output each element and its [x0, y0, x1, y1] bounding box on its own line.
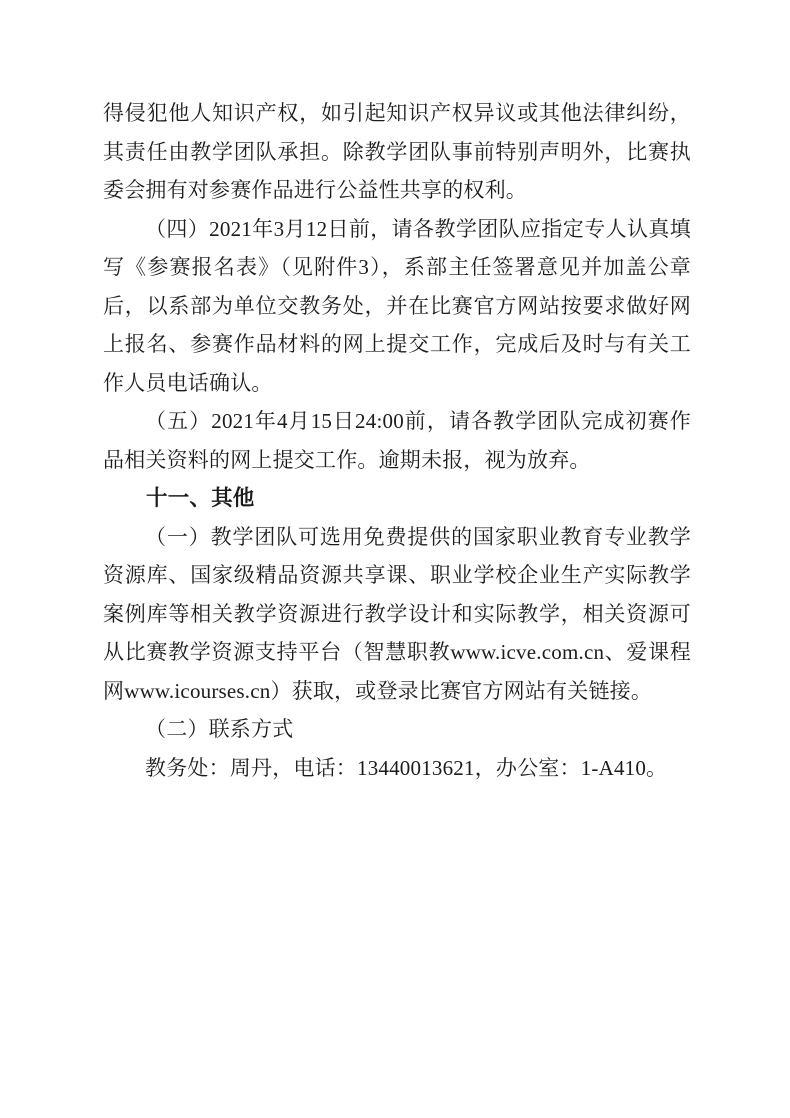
- paragraph-ip-liability: 得侵犯他人知识产权，如引起知识产权异议或其他法律纠纷，其责任由教学团队承担。除教学团队事前特别声明外，比赛执委会拥有对参赛作品进行公益性共享的权利。: [103, 101, 691, 202]
- document-text-block: [103, 94, 691, 787]
- paragraph-item-1-teaching-resources: （一）教学团队可选用免费提供的国家职业教育专业教学资源库、国家级精品资源共享课、职业学校企业生产实际教学案例库等相关教学资源进行教学设计和实际教学，相关资源可从比赛教学资源支持平台（智慧职教www.icve.com.cn、爱课程网www.icourses.cn）获取，或登录比赛官方网站有关链接。: [103, 524, 691, 703]
- paragraph-item-5-submission-deadline: （五）2021年4月15日24:00前，请各教学团队完成初赛作品相关资料的网上提交工作。逾期未报，视为放弃。: [103, 409, 691, 472]
- paragraph-item-4-registration: （四）2021年3月12日前，请各教学团队应指定专人认真填写《参赛报名表》（见附件3），系部主任签署意见并加盖公章后，以系部为单位交教务处，并在比赛官方网站按要求做好网上报名、参赛作品材料的网上提交工作，完成后及时与有关工作人员电话确认。: [103, 216, 691, 395]
- paragraph-item-2-contact-method: （二）联系方式: [145, 717, 294, 741]
- paragraph-contact-info: 教务处：周丹，电话：13440013621，办公室：1-A410。: [145, 755, 668, 780]
- section-heading-others: 十一、其他: [146, 486, 255, 510]
